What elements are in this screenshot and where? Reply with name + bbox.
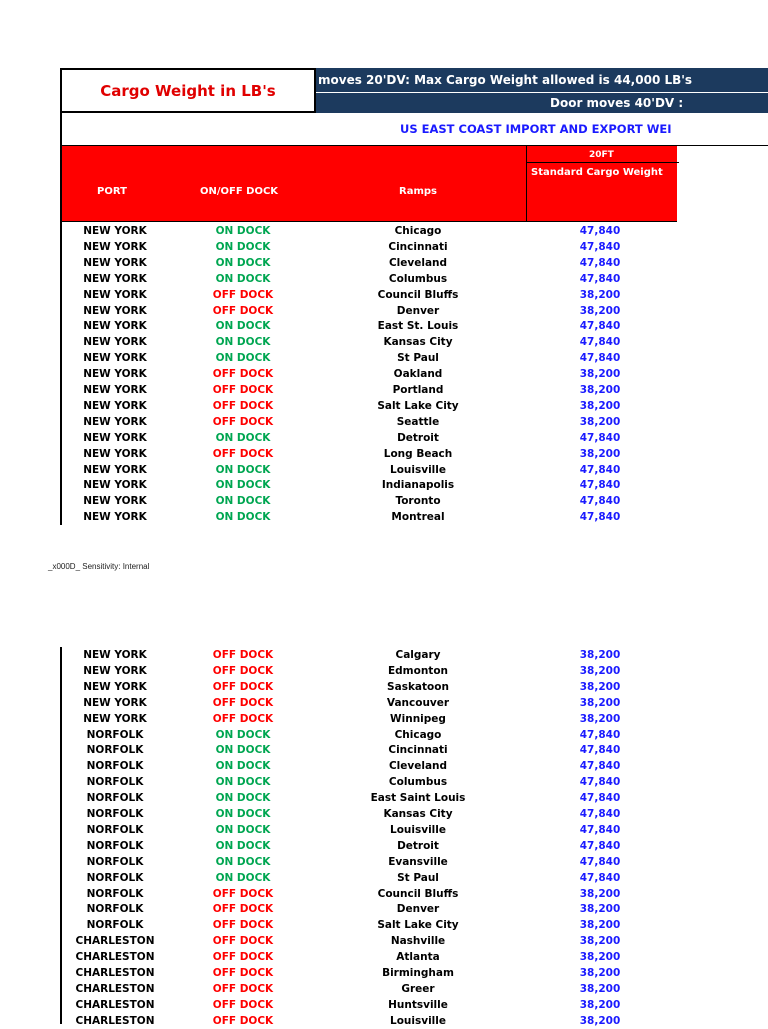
banner-line-2 — [316, 93, 768, 113]
table-row — [62, 287, 677, 303]
weight-cell: 38,200 — [579, 712, 621, 725]
port-cell: NORFOLK — [86, 855, 144, 868]
table-row — [62, 663, 677, 679]
weight-cell: 47,840 — [579, 728, 621, 741]
dock-status-cell: ON DOCK — [215, 272, 271, 285]
port-cell: NEW YORK — [83, 304, 147, 317]
port-cell: NORFOLK — [86, 871, 144, 884]
ramp-cell: Indianapolis — [381, 479, 455, 492]
table-row — [62, 647, 677, 663]
weight-cell: 38,200 — [579, 680, 621, 693]
header-port: PORT — [97, 186, 127, 197]
ramp-cell: Detroit — [397, 431, 439, 444]
table-row — [62, 790, 677, 806]
ramp-cell: Atlanta — [396, 951, 440, 964]
dock-status-cell: ON DOCK — [215, 855, 271, 868]
weight-cell: 38,200 — [579, 1014, 621, 1027]
weight-cell: 47,840 — [579, 320, 621, 333]
weight-cell: 47,840 — [579, 823, 621, 836]
table-row — [62, 446, 677, 462]
dock-status-cell: OFF DOCK — [212, 951, 274, 964]
port-cell: NORFOLK — [86, 760, 144, 773]
table-row — [62, 255, 677, 271]
ramp-cell: Cincinnati — [388, 240, 448, 253]
ramp-cell: Louisville — [390, 463, 446, 476]
port-cell: NEW YORK — [83, 256, 147, 269]
port-cell: NEW YORK — [83, 336, 147, 349]
sheet-title: Cargo Weight in LB's — [60, 68, 316, 113]
port-cell: NORFOLK — [86, 744, 144, 757]
table-row — [62, 398, 677, 414]
dock-status-cell: ON DOCK — [215, 336, 271, 349]
weight-cell: 38,200 — [579, 384, 621, 396]
table-row — [62, 695, 677, 711]
ramp-cell: Saskatoon — [387, 680, 449, 693]
table-row — [62, 711, 677, 727]
table-row — [62, 223, 677, 239]
table-header — [60, 146, 677, 222]
table-row — [62, 334, 677, 350]
port-cell: NORFOLK — [86, 903, 144, 916]
dock-status-cell: ON DOCK — [215, 463, 271, 476]
ramp-cell: Greer — [401, 982, 435, 995]
weight-cell: 38,200 — [579, 447, 621, 460]
weight-cell: 38,200 — [579, 415, 621, 428]
table-row — [62, 727, 677, 743]
port-cell: NEW YORK — [83, 447, 147, 460]
dock-status-cell: OFF DOCK — [212, 399, 274, 412]
ramp-cell: St Paul — [397, 352, 439, 365]
weight-cell: 47,840 — [579, 240, 621, 253]
ramp-cell: Evansville — [388, 855, 448, 868]
port-cell: NEW YORK — [83, 511, 147, 524]
table-row — [62, 870, 677, 886]
dock-status-cell: OFF DOCK — [212, 903, 274, 916]
ramp-cell: Louisville — [390, 1014, 446, 1027]
weight-cell: 38,200 — [579, 368, 621, 381]
port-cell: CHARLESTON — [75, 967, 155, 979]
ramp-cell: Denver — [396, 903, 440, 916]
dock-status-cell: ON DOCK — [215, 839, 271, 852]
ramp-cell: Calgary — [395, 649, 441, 661]
header-20ft: 20FT — [589, 150, 614, 160]
port-cell: NEW YORK — [83, 399, 147, 412]
dock-status-cell: OFF DOCK — [212, 967, 274, 979]
dock-status-cell: ON DOCK — [215, 495, 271, 508]
weight-cell: 47,840 — [579, 760, 621, 773]
header-dock: ON/OFF DOCK — [200, 186, 279, 197]
dock-status-cell: OFF DOCK — [212, 982, 274, 995]
dock-status-cell: ON DOCK — [215, 256, 271, 269]
table-row — [62, 366, 677, 382]
table-row — [62, 239, 677, 255]
weight-cell: 47,840 — [579, 495, 621, 508]
ramp-cell: Long Beach — [383, 447, 453, 460]
table-row — [62, 901, 677, 917]
weight-cell: 38,200 — [579, 304, 621, 317]
table-row — [62, 1013, 677, 1029]
port-cell: CHARLESTON — [75, 935, 155, 948]
dock-status-cell: ON DOCK — [215, 792, 271, 805]
dock-status-cell: OFF DOCK — [212, 887, 274, 900]
port-cell: NEW YORK — [83, 272, 147, 285]
port-cell: CHARLESTON — [75, 1014, 155, 1027]
weight-cell: 47,840 — [579, 272, 621, 285]
weight-cell: 38,200 — [579, 664, 621, 677]
ramp-cell: Salt Lake City — [377, 399, 459, 412]
port-cell: NEW YORK — [83, 225, 147, 237]
weight-cell: 38,200 — [579, 982, 621, 995]
banner-line-2-text: Door moves 40'DV : — [550, 96, 684, 110]
weight-cell: 38,200 — [579, 998, 621, 1011]
port-cell: NORFOLK — [86, 792, 144, 805]
ramp-cell: Kansas City — [383, 808, 453, 820]
weight-cell: 47,840 — [579, 808, 621, 820]
table-row — [62, 838, 677, 854]
port-cell: NEW YORK — [83, 431, 147, 444]
port-cell: NEW YORK — [83, 352, 147, 365]
dock-status-cell: OFF DOCK — [212, 998, 274, 1011]
weight-cell: 47,840 — [579, 463, 621, 476]
weight-cell: 38,200 — [579, 399, 621, 412]
table-row — [62, 509, 677, 525]
dock-status-cell: ON DOCK — [215, 760, 271, 773]
ramp-cell: Columbus — [388, 272, 448, 285]
dock-status-cell: ON DOCK — [215, 320, 271, 333]
weight-cell: 38,200 — [579, 935, 621, 948]
dock-status-cell: ON DOCK — [215, 352, 271, 365]
table-row — [62, 774, 677, 790]
ramp-cell: Birmingham — [382, 967, 454, 979]
port-cell: NEW YORK — [83, 240, 147, 253]
subtitle: US EAST COAST IMPORT AND EXPORT WEI — [400, 122, 672, 136]
weight-cell: 47,840 — [579, 744, 621, 757]
table-row — [62, 303, 677, 319]
weight-cell: 38,200 — [579, 951, 621, 964]
port-cell: NORFOLK — [86, 839, 144, 852]
weight-cell: 38,200 — [579, 903, 621, 916]
header-ramps: Ramps — [399, 186, 437, 197]
table-row — [62, 806, 677, 822]
table-row — [62, 886, 677, 902]
ramp-cell: Louisville — [390, 823, 446, 836]
table-row — [62, 318, 677, 334]
weight-cell: 38,200 — [579, 649, 621, 661]
ramp-cell: Columbus — [388, 776, 448, 789]
table-row — [62, 742, 677, 758]
dock-status-cell: ON DOCK — [215, 823, 271, 836]
table-row — [62, 430, 677, 446]
ramp-cell: Portland — [392, 384, 444, 396]
weight-cell: 38,200 — [579, 288, 621, 301]
table-row — [62, 414, 677, 430]
dock-status-cell: OFF DOCK — [212, 919, 274, 932]
ramp-cell: East Saint Louis — [370, 792, 466, 805]
weight-cell: 47,840 — [579, 855, 621, 868]
port-cell: NEW YORK — [83, 384, 147, 396]
dock-status-cell: ON DOCK — [215, 728, 271, 741]
dock-status-cell: OFF DOCK — [212, 649, 274, 661]
dock-status-cell: OFF DOCK — [212, 680, 274, 693]
table-row — [62, 350, 677, 366]
ramp-cell: Chicago — [394, 728, 442, 741]
port-cell: NEW YORK — [83, 479, 147, 492]
weight-cell: 47,840 — [579, 431, 621, 444]
weight-cell: 47,840 — [579, 225, 621, 237]
ramp-cell: Edmonton — [387, 664, 449, 677]
port-cell: NEW YORK — [83, 680, 147, 693]
dock-status-cell: OFF DOCK — [212, 415, 274, 428]
dock-status-cell: ON DOCK — [215, 225, 271, 237]
table-row — [62, 271, 677, 287]
dock-status-cell: ON DOCK — [215, 511, 271, 524]
table-row — [62, 822, 677, 838]
port-cell: NORFOLK — [86, 776, 144, 789]
table-row — [62, 382, 677, 398]
ramp-cell: Cincinnati — [388, 744, 448, 757]
ramp-cell: Chicago — [394, 225, 442, 237]
port-cell: NORFOLK — [86, 887, 144, 900]
port-cell: CHARLESTON — [75, 982, 155, 995]
table-row — [62, 679, 677, 695]
table-row — [62, 981, 677, 997]
port-cell: NEW YORK — [83, 712, 147, 725]
port-cell: NEW YORK — [83, 495, 147, 508]
dock-status-cell: OFF DOCK — [212, 288, 274, 301]
dock-status-cell: ON DOCK — [215, 744, 271, 757]
port-cell: NORFOLK — [86, 919, 144, 932]
dock-status-cell: ON DOCK — [215, 479, 271, 492]
ramp-cell: Winnipeg — [390, 712, 446, 725]
ramp-cell: Cleveland — [388, 256, 448, 269]
ramp-cell: Vancouver — [386, 696, 450, 709]
port-cell: NEW YORK — [83, 415, 147, 428]
header-standard-weight: Standard Cargo Weight — [531, 167, 663, 178]
weight-cell: 47,840 — [579, 776, 621, 789]
port-cell: NEW YORK — [83, 664, 147, 677]
ramp-cell: Cleveland — [388, 760, 448, 773]
table-row — [62, 758, 677, 774]
weight-cell: 38,200 — [579, 919, 621, 932]
table-row — [62, 477, 677, 493]
weight-cell: 38,200 — [579, 696, 621, 709]
ramp-cell: Seattle — [396, 415, 440, 428]
weight-cell: 38,200 — [579, 967, 621, 979]
dock-status-cell: OFF DOCK — [212, 1014, 274, 1027]
port-cell: NEW YORK — [83, 463, 147, 476]
dock-status-cell: ON DOCK — [215, 431, 271, 444]
weight-cell: 47,840 — [579, 352, 621, 365]
weight-cell: 47,840 — [579, 511, 621, 524]
dock-status-cell: OFF DOCK — [212, 696, 274, 709]
ramp-cell: Council Bluffs — [377, 887, 459, 900]
ramp-cell: Denver — [396, 304, 440, 317]
dock-status-cell: ON DOCK — [215, 776, 271, 789]
ramp-cell: Council Bluffs — [377, 288, 459, 301]
header-divider — [527, 162, 679, 163]
ramp-cell: Nashville — [390, 935, 446, 948]
table-row — [62, 933, 677, 949]
dock-status-cell: OFF DOCK — [212, 304, 274, 317]
ramp-cell: Kansas City — [383, 336, 453, 349]
table-row — [62, 949, 677, 965]
port-cell: NORFOLK — [86, 728, 144, 741]
ramp-cell: Huntsville — [388, 998, 448, 1011]
port-cell: CHARLESTON — [75, 951, 155, 964]
port-cell: NEW YORK — [83, 649, 147, 661]
port-cell: CHARLESTON — [75, 998, 155, 1011]
dock-status-cell: ON DOCK — [215, 240, 271, 253]
table-row — [62, 965, 677, 981]
weight-cell: 47,840 — [579, 839, 621, 852]
sensitivity-note: _x000D_ Sensitivity: Internal — [48, 562, 150, 571]
dock-status-cell: OFF DOCK — [212, 712, 274, 725]
port-cell: NEW YORK — [83, 320, 147, 333]
dock-status-cell: OFF DOCK — [212, 447, 274, 460]
dock-status-cell: ON DOCK — [215, 808, 271, 820]
ramp-cell: Toronto — [395, 495, 441, 508]
ramp-cell: St Paul — [397, 871, 439, 884]
weight-cell: 47,840 — [579, 792, 621, 805]
weight-cell: 47,840 — [579, 479, 621, 492]
port-cell: NORFOLK — [86, 823, 144, 836]
dock-status-cell: ON DOCK — [215, 871, 271, 884]
weight-cell: 38,200 — [579, 887, 621, 900]
port-cell: NORFOLK — [86, 808, 144, 820]
dock-status-cell: OFF DOCK — [212, 935, 274, 948]
table-row — [62, 997, 677, 1013]
dock-status-cell: OFF DOCK — [212, 384, 274, 396]
banner-line-1: moves 20'DV: Max Cargo Weight allowed is 44,000 LB's — [316, 68, 768, 92]
dock-status-cell: OFF DOCK — [212, 664, 274, 677]
table-row — [62, 493, 677, 509]
ramp-cell: Montreal — [391, 511, 445, 524]
ramp-cell: East St. Louis — [377, 320, 459, 333]
weight-cell: 47,840 — [579, 256, 621, 269]
port-cell: NEW YORK — [83, 368, 147, 381]
header-20ft-group — [526, 146, 679, 222]
ramp-cell: Oakland — [393, 368, 443, 381]
table-row — [62, 917, 677, 933]
ramp-cell: Salt Lake City — [377, 919, 459, 932]
dock-status-cell: OFF DOCK — [212, 368, 274, 381]
weight-cell: 47,840 — [579, 336, 621, 349]
table-row — [62, 462, 677, 478]
port-cell: NEW YORK — [83, 696, 147, 709]
weight-cell: 47,840 — [579, 871, 621, 884]
port-cell: NEW YORK — [83, 288, 147, 301]
table-row — [62, 854, 677, 870]
ramp-cell: Detroit — [397, 839, 439, 852]
